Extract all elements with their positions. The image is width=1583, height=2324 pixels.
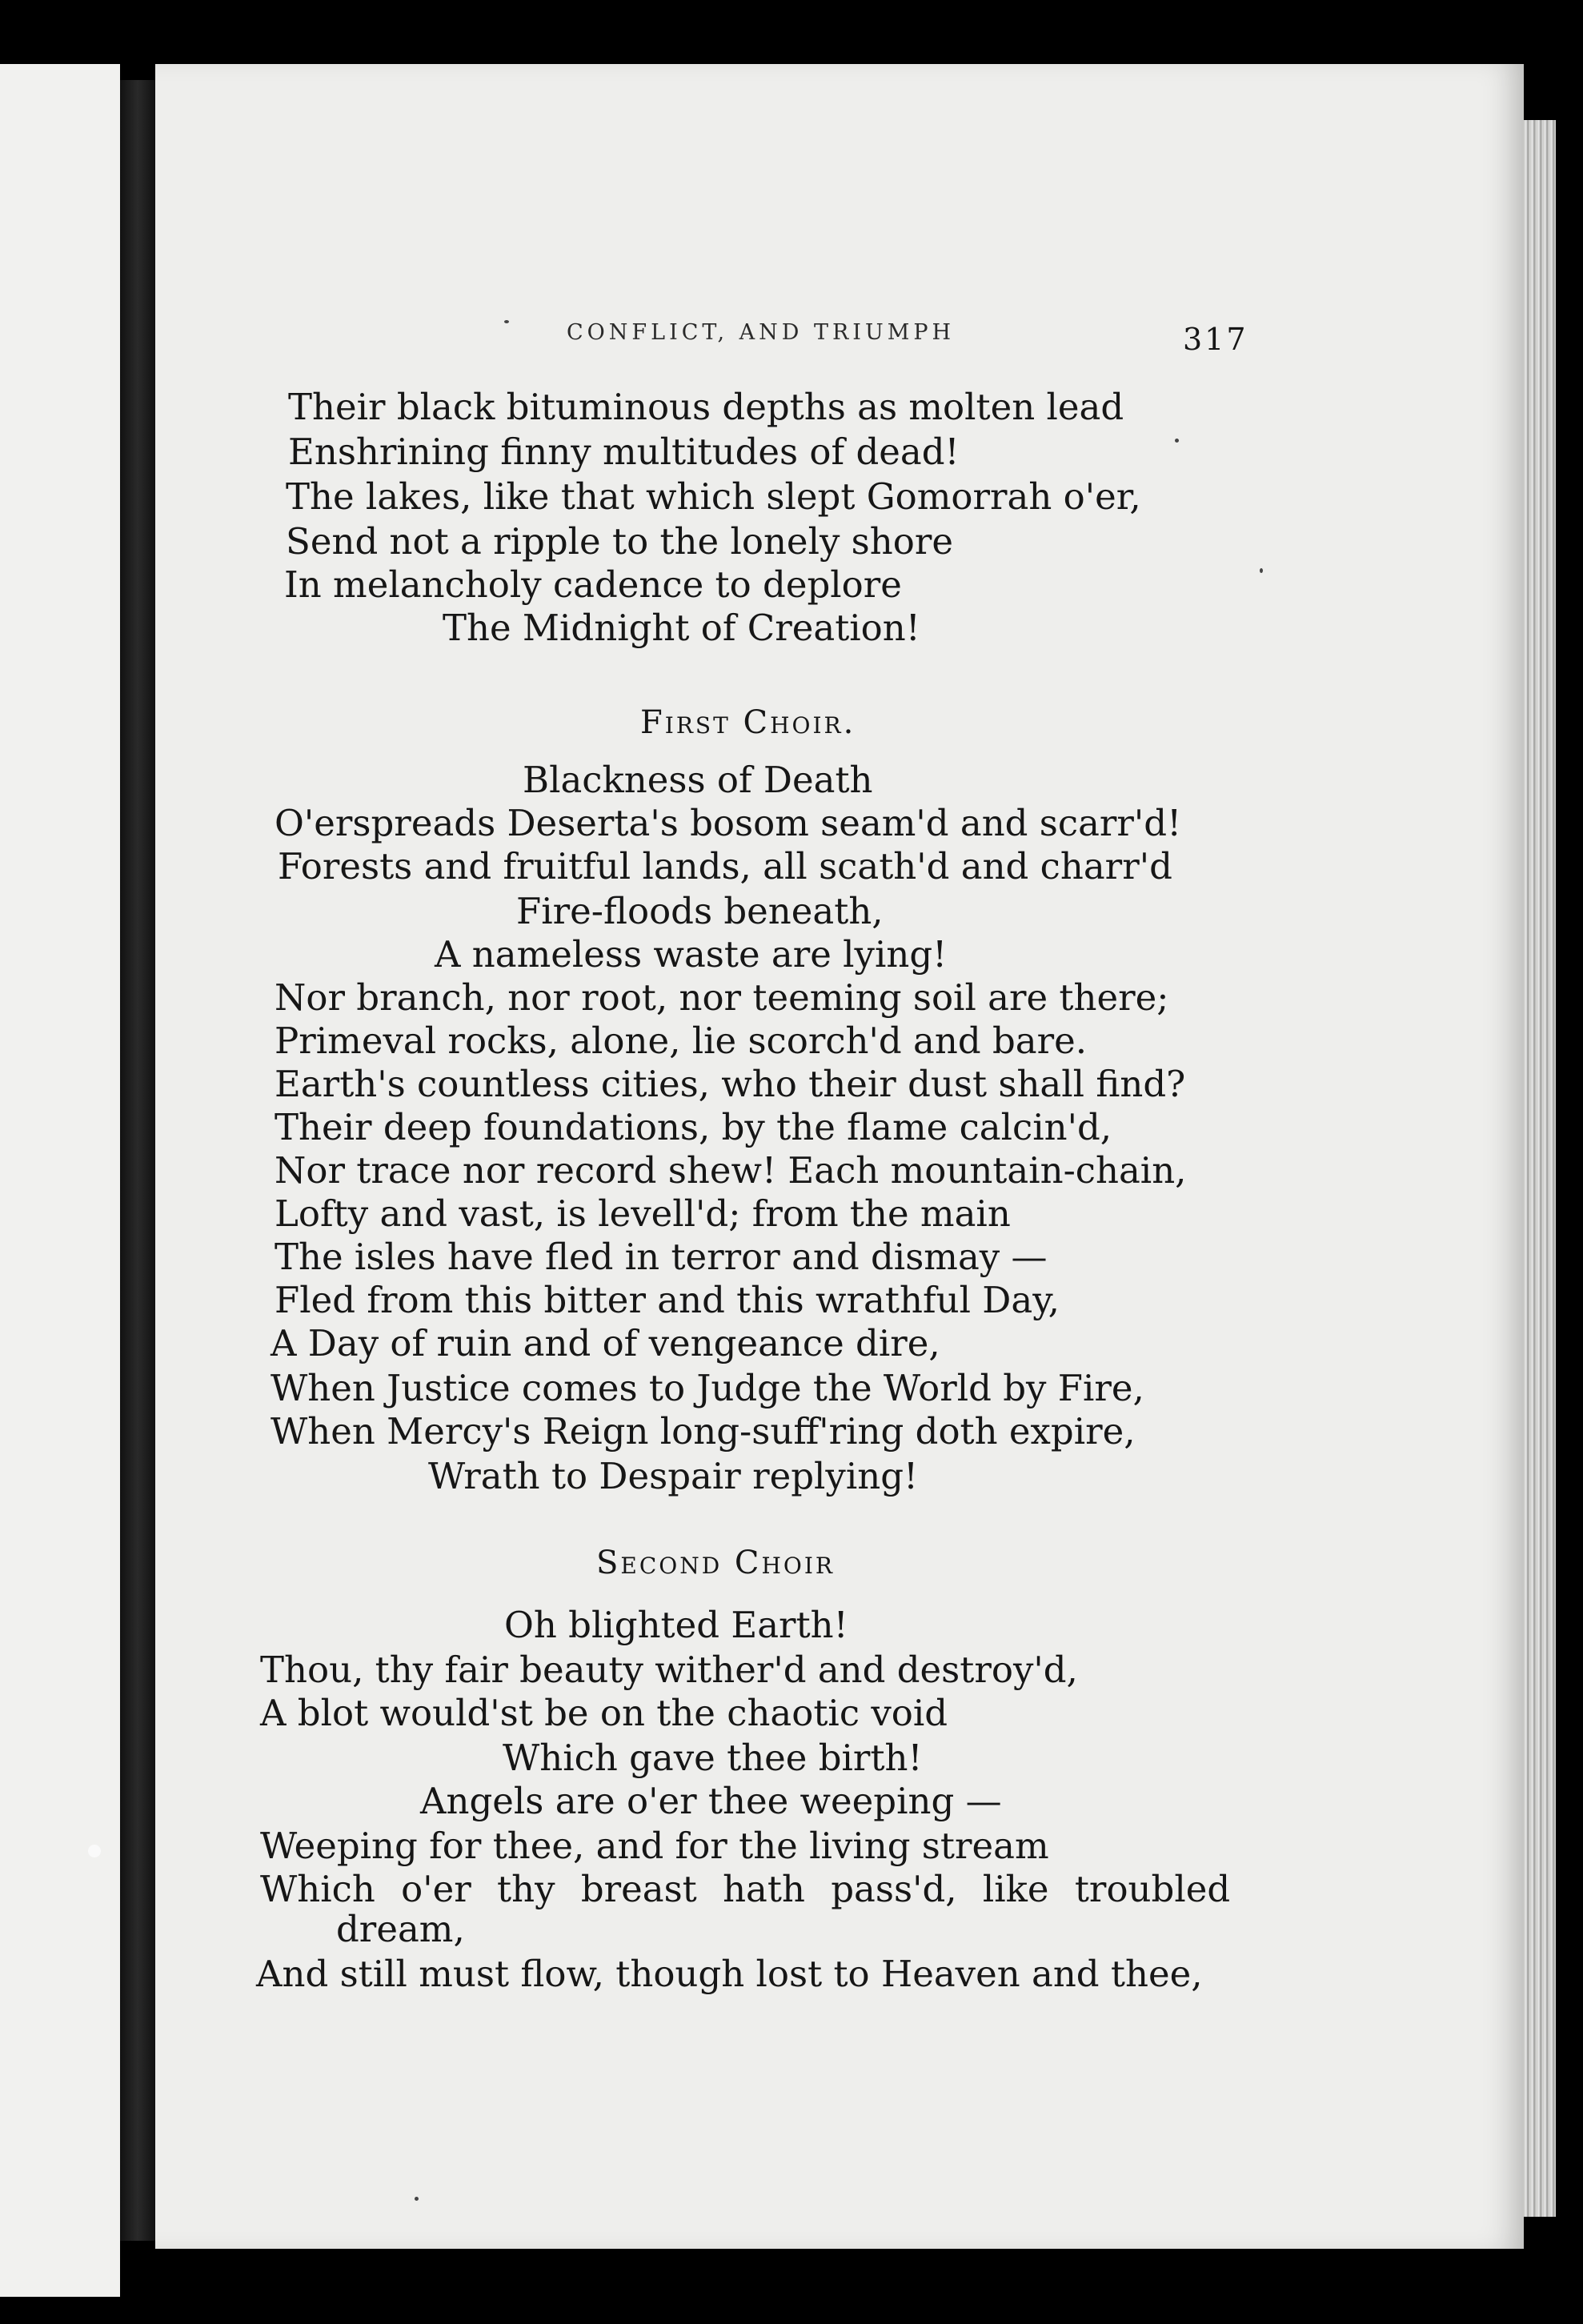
poem-line: Send not a ripple to the lonely shore: [286, 520, 953, 563]
poem-line: A blot would'st be on the chaotic void: [260, 1692, 948, 1734]
poem-line: Nor trace nor record shew! Each mountain-chain,: [275, 1149, 1187, 1192]
poem-line: When Justice comes to Judge the World by Fire,: [271, 1367, 1144, 1409]
poem-line: In melancholy cadence to deplore: [284, 563, 902, 606]
page-stack-edge: [1524, 120, 1556, 2217]
poem-line: Which gave thee birth!: [503, 1737, 923, 1779]
page-number: 317: [1183, 322, 1248, 357]
ink-speck: [504, 320, 509, 323]
ink-speck: [1175, 439, 1179, 443]
poem-line: Nor branch, nor root, nor teeming soil are there;: [275, 976, 1169, 1019]
poem-line: O'erspreads Deserta's bosom seam'd and scarr'd!: [275, 802, 1182, 844]
poem-line: Their deep foundations, by the flame calcin'd,: [275, 1106, 1112, 1148]
poem-line: Angels are o'er thee weeping —: [420, 1780, 1002, 1822]
poem-line: Enshrining finny multitudes of dead!: [288, 431, 960, 473]
running-head: CONFLICT, AND TRIUMPH: [567, 320, 956, 345]
poem-line: Oh blighted Earth!: [504, 1604, 848, 1646]
second-choir-heading: Second Choir: [596, 1545, 836, 1581]
first-choir-heading: First Choir.: [640, 704, 856, 741]
poem-line: Earth's countless cities, who their dust shall find?: [275, 1063, 1186, 1105]
ink-speck: [1260, 568, 1263, 573]
poem-line: Thou, thy fair beauty wither'd and destroy'd,: [260, 1649, 1078, 1691]
facing-page-edge: [0, 64, 120, 2297]
poem-line: The isles have fled in terror and dismay —: [275, 1236, 1048, 1278]
poem-line: A nameless waste are lying!: [435, 933, 948, 976]
poem-line: Weeping for thee, and for the living stream: [260, 1825, 1049, 1867]
book-binding: [120, 80, 155, 2241]
poem-line: When Mercy's Reign long-suff'ring doth expire,: [271, 1410, 1136, 1452]
poem-line: Their black bituminous depths as molten lead: [288, 386, 1124, 428]
poem-line: dream,: [336, 1908, 465, 1950]
punch-hole: [88, 1845, 101, 1857]
poem-line: Which o'er thy breast hath pass'd, like troubled: [260, 1868, 1231, 1910]
poem-line: Wrath to Despair replying!: [428, 1455, 919, 1497]
poem-line: A Day of ruin and of vengeance dire,: [271, 1322, 940, 1364]
poem-line: Lofty and vast, is levell'd; from the main: [275, 1192, 1011, 1235]
poem-line: Fled from this bitter and this wrathful Day,: [275, 1279, 1060, 1321]
poem-line: Blackness of Death: [523, 759, 873, 801]
poem-line: Forests and fruitful lands, all scath'd and charr'd: [278, 845, 1172, 888]
poem-line: The lakes, like that which slept Gomorrah o'er,: [286, 475, 1141, 518]
ink-speck: [415, 2197, 419, 2201]
poem-line: Fire-floods beneath,: [516, 890, 884, 932]
poem-line: The Midnight of Creation!: [443, 607, 920, 649]
poem-line: Primeval rocks, alone, lie scorch'd and bare.: [275, 1020, 1088, 1062]
poem-line: And still must flow, though lost to Heaven and thee,: [256, 1953, 1203, 1995]
